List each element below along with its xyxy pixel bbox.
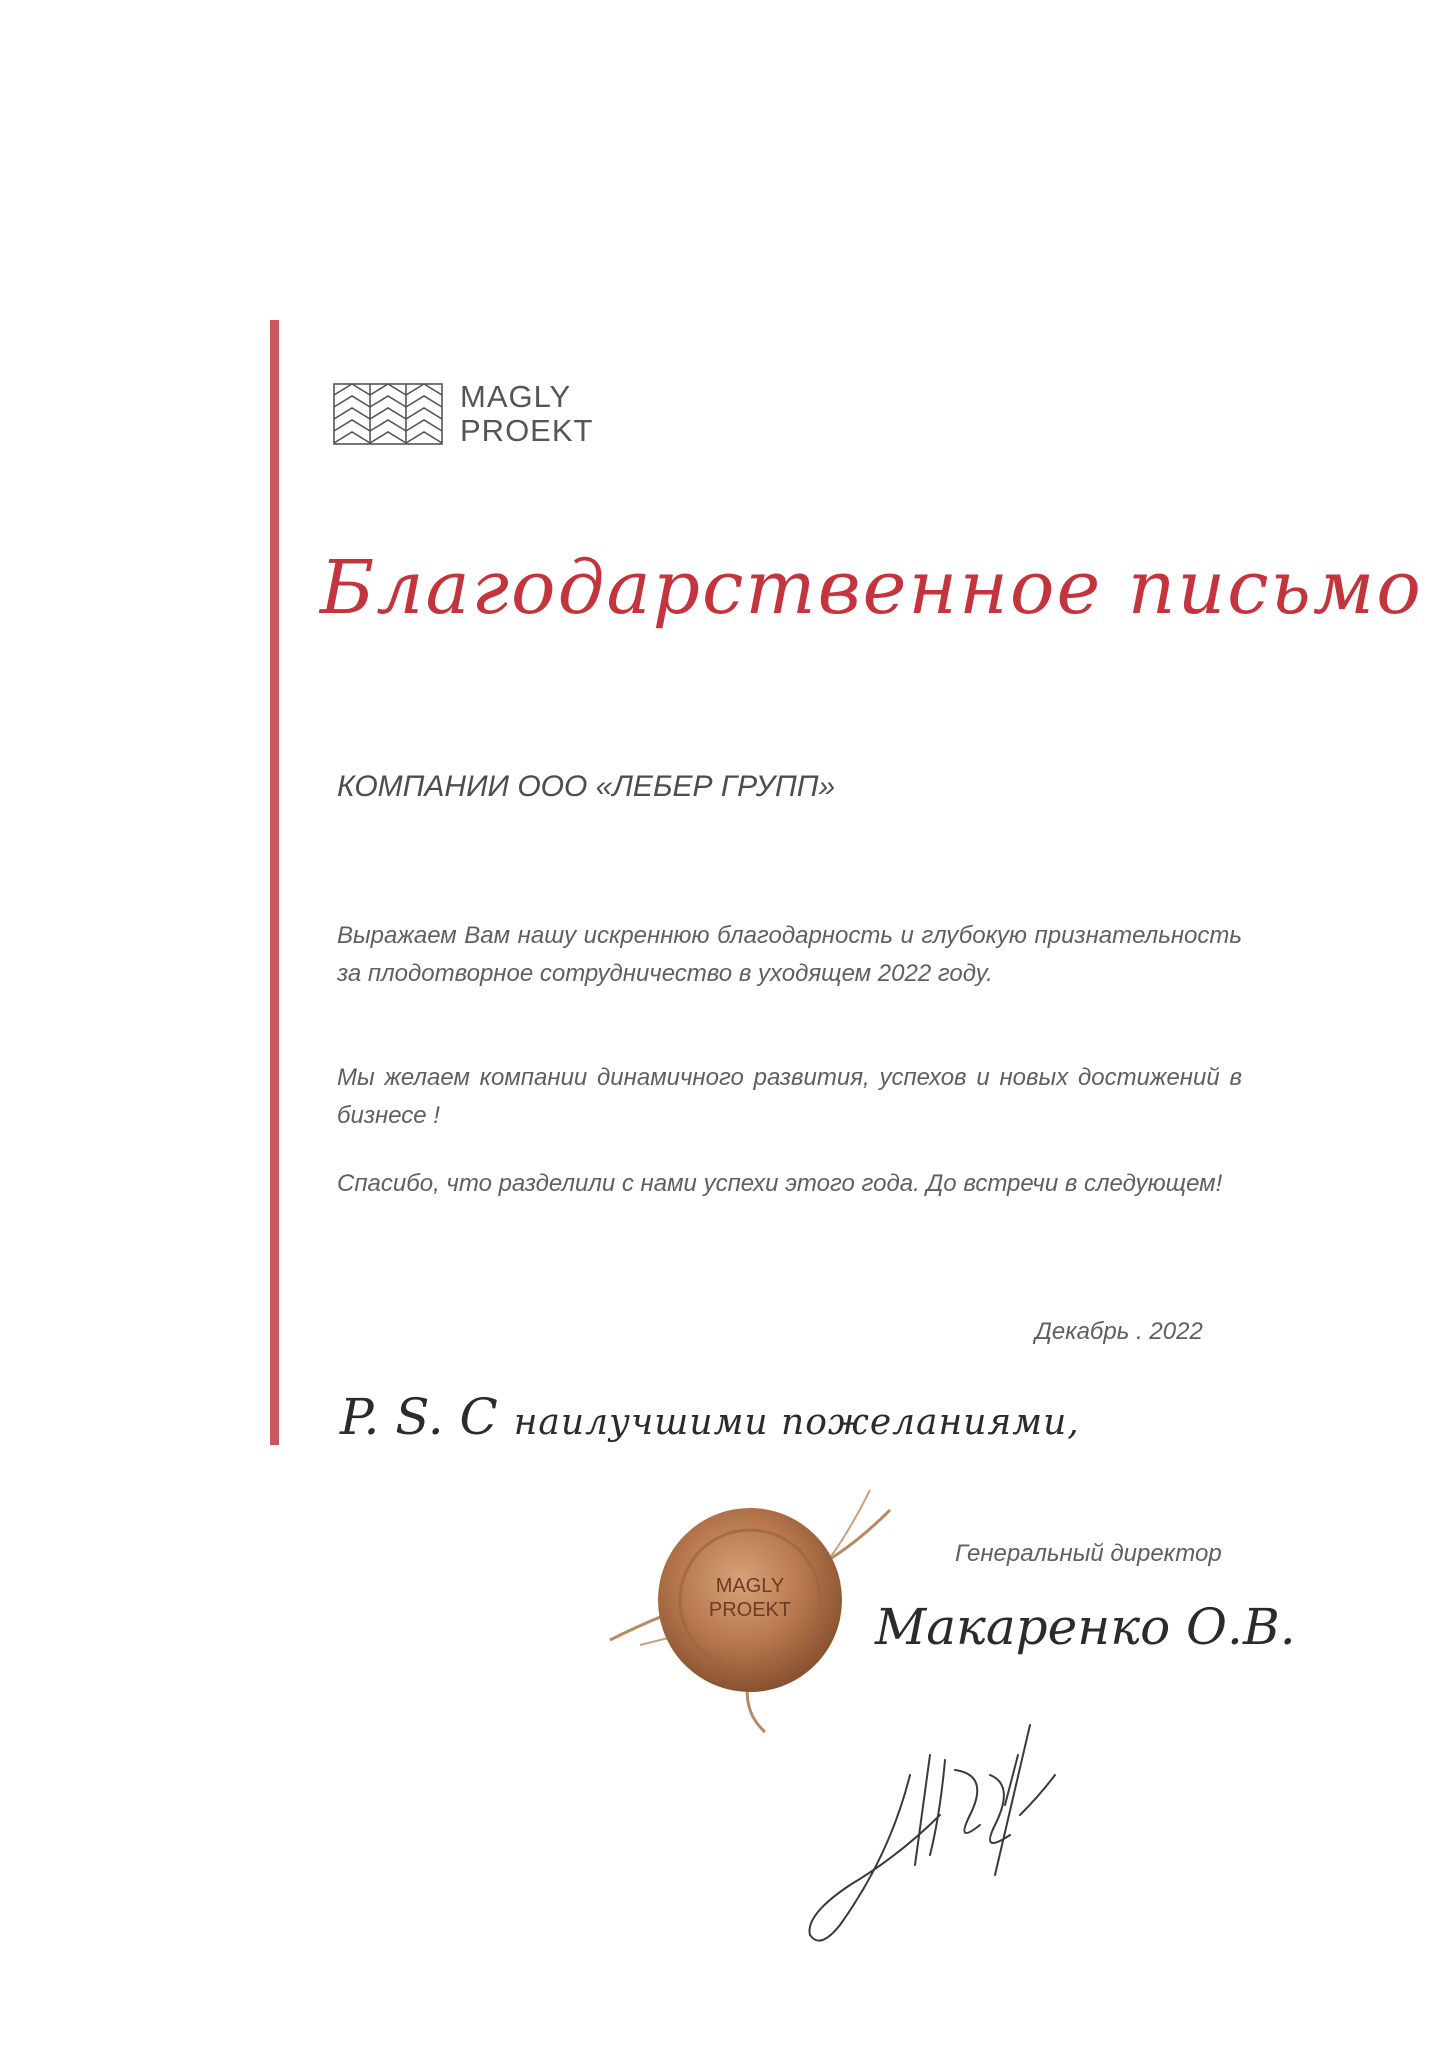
logo-line-1: MAGLY — [460, 379, 572, 414]
letter-title: Благодарственное письмо — [320, 545, 1423, 631]
letter-date: Декабрь . 2022 — [1035, 1318, 1203, 1345]
herringbone-logo-icon — [333, 383, 443, 445]
seal-text-line-2: PROEKT — [708, 1599, 792, 1621]
handwritten-signature-icon — [780, 1715, 1110, 1955]
wax-seal-icon — [600, 1470, 900, 1740]
logo-line-2: PROEKT — [460, 413, 594, 448]
logo-wordmark — [460, 380, 593, 448]
signatory-name: Макаренко О.В. — [875, 1598, 1296, 1656]
signatory-position: Генеральный директор — [955, 1540, 1222, 1567]
postscript — [340, 1388, 1080, 1446]
postscript-tail: наилучшими пожеланиями, — [513, 1402, 1080, 1443]
postscript-lead: P. S. С — [340, 1388, 514, 1446]
body-paragraph-2: Мы желаем компании динамичного развития, успехов и новых достижений в бизнесе ! — [337, 1064, 1242, 1129]
body-paragraph-3: Спасибо, что разделили с нами успехи этого года. До встречи в следующем! — [337, 1170, 1223, 1197]
recipient-company: КОМПАНИИ ООО «ЛЕБЕР ГРУПП» — [337, 770, 836, 803]
company-logo — [333, 380, 593, 448]
red-vertical-rule — [270, 320, 279, 1445]
body-paragraph-1: Выражаем Вам нашу искреннюю благодарность и глубокую признательность за плодотворное сотрудничество в уходящем 2022 году. — [337, 922, 1242, 987]
seal-text-line-1: MAGLY — [715, 1575, 785, 1597]
